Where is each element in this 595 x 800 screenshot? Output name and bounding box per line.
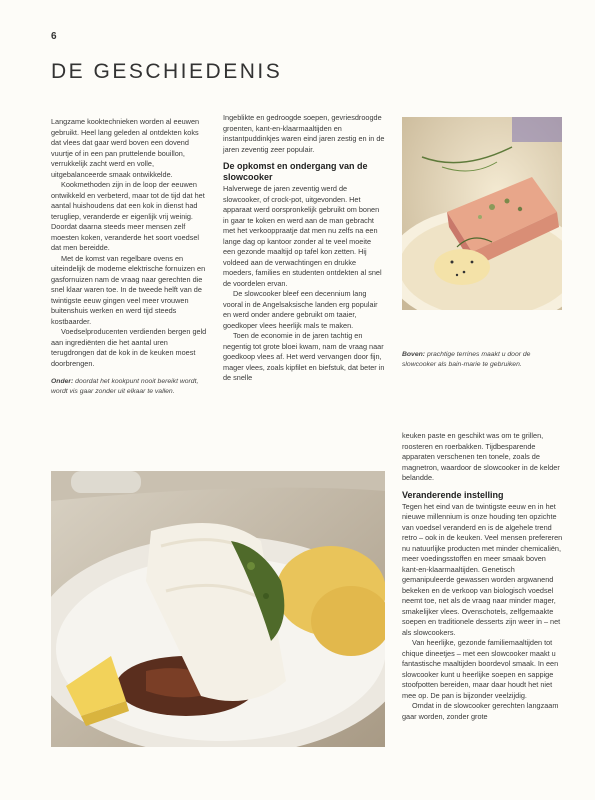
paragraph: Van heerlijke, gezonde familiemaaltijden tot chique dineetjes – met een slowcooker maakt u fantastische maaltijden boordevol smaak. In een slowcooker kunt u heerlijke soepen en sappige stoofpotten bereiden, maar daar houdt het niet mee op. De pan is bijzonder veelzijdig.	[402, 638, 559, 700]
paragraph: Toen de economie in de jaren tachtig en negentig tot grote bloei kwam, nam de vraag naar goedkoop vlees af. Het werd vervangen door fijn, mager vlees, zoals kipfilet en biefstuk, dat beter in de snelle	[223, 331, 385, 382]
fish-dish-photo	[51, 471, 385, 747]
text-column-1	[51, 117, 209, 397]
caption-text: doordat het kookpunt nooit bereikt wordt, wordt vis gaar zonder uit elkaar te vallen.	[51, 378, 199, 395]
caption-above	[402, 350, 564, 370]
terrine-photo	[402, 117, 562, 310]
paragraph: Omdat in de slowcooker gerechten langzaam gaar worden, zonder grote	[402, 701, 559, 721]
caption-label: Boven:	[402, 351, 426, 358]
paragraph: keuken paste en geschikt was om te grillen, roosteren en roerbakken. Tijdbesparende apparaten verschenen ten tonele, zoals de magnetron, waardoor de slowcooker in de kelder belandde.	[402, 431, 560, 482]
page-number: 6	[51, 31, 57, 42]
paragraph: Voedselproducenten verdienden bergen geld aan ingrediënten die het aantal uren terugdrongen dat de kok in de keuken moest doorbrengen.	[51, 327, 207, 368]
section-heading: Veranderende instelling	[402, 489, 504, 500]
text-column-2	[223, 113, 385, 384]
paragraph: Langzame kooktechnieken worden al eeuwen gebruikt. Heel lang geleden al ontdekten koks dat vlees dat gaar werd boven een dovend vuurtje of in een pan pruttelende bouillon, verrukkelijk zacht werd en volle, uitgebalanceerde smaak ontwikkelde.	[51, 117, 200, 179]
paragraph: Tegen het eind van de twintigste eeuw en in het nieuwe millennium is onze houding ten opzichte van voedsel veranderd en is de algehele trend retro – ook in de keuken. Veel mensen prefereren nu natuurlijke producten met minder chemicaliën, meer voedingsstoffen en meer smaak boven kant-en-klaarmaaltijden. Genetisch gemanipuleerde gewassen worden argwanend bekeken en de verkoop van biologisch voedsel neemt toe, net als de vraag naar minder mager, smakelijker vlees. Ovenschotels, zelfgemaakte soepen en traditionele desserts zijn weer in – net als slowcookers.	[402, 501, 563, 637]
caption-text: prachtige terrines maakt u door de slowcooker als bain-marie te gebruiken.	[402, 351, 531, 368]
paragraph: Halverwege de jaren zeventig werd de slowcooker, of crock-pot, uitgevonden. Het apparaat werd oorspronkelijk gebruikt om bonen in gaar te koken en werd aan de man gebracht met het verkooppraatje dat men nu zelfs na een lange dag op kantoor zonder al te veel moeite een gezonde maaltijd op tafel kon zetten. Hij voldeed aan de verwachtingen en drukke moeders, families en studenten ontdekten al snel de voordelen ervan.	[223, 184, 382, 288]
section-heading: De opkomst en ondergang van de slowcooker	[223, 161, 368, 182]
page-title: DE GESCHIEDENIS	[51, 60, 283, 83]
paragraph: De slowcooker bleef een decennium lang vooral in de Angelsaksische landen erg populair en werd onder andere gebruikt om taaier, goedkoper vlees heerlijk mals te maken.	[223, 289, 378, 330]
paragraph: Kookmethoden zijn in de loop der eeuwen ontwikkeld en verbeterd, maar tot de tijd dat het aantal huishoudens dat een kok in dienst had terugliep, veranderde er eigenlijk vrij weinig. Doordat daarna steeds meer mensen zelf moesten koken, veranderde het soort voedsel dat men bereidde.	[51, 180, 205, 252]
paragraph: Met de komst van regelbare ovens en uiteindelijk de moderne elektrische fornuizen en gasfornuizen nam de vraag naar gerechten die snel klaar waren toe. In de tweede helft van de twintigste eeuw gingen veel meer vrouwen buitenshuis werken en werd tijd steeds kostbaarder.	[51, 253, 206, 326]
caption-label: Onder:	[51, 378, 74, 385]
text-column-4	[402, 431, 564, 722]
text-column-3	[402, 350, 564, 370]
caption-below	[51, 377, 209, 397]
paragraph: Ingeblikte en gedroogde soepen, gevriesdroogde groenten, kant-en-klaarmaaltijden en instantpuddinkjes waren eind jaren zestig en in de jaren zeventig zeer populair.	[223, 113, 385, 154]
